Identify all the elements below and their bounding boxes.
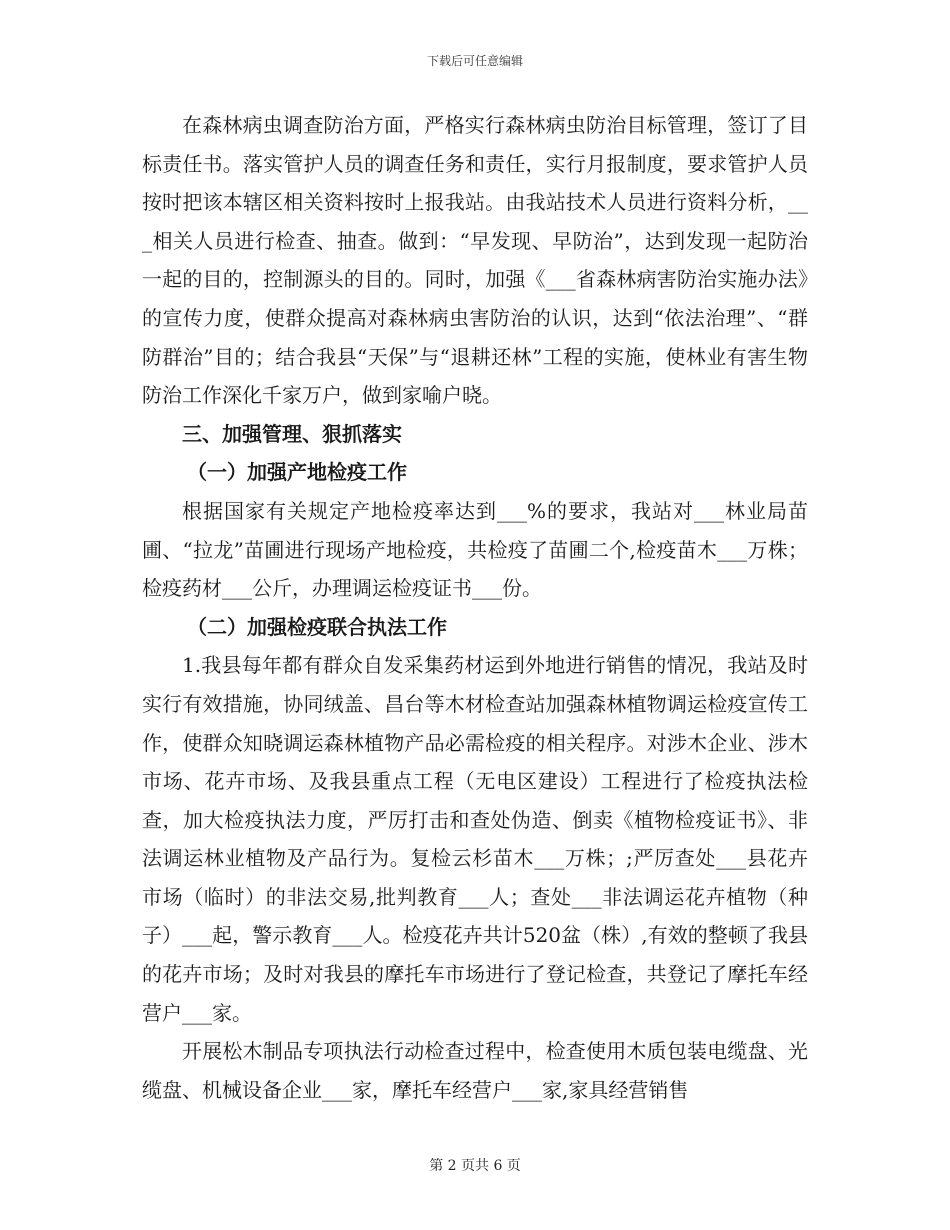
paragraph-joint-enforcement: 1.我县每年都有群众自发采集药材运到外地进行销售的情况，我站及时实行有效措施，协同绒盖、昌台等木材检查站加强森林植物调运检疫宣传工作，使群众知晓调运森林植物产品必需检疫的相关程序。对涉木企业、涉木市场、花卉市场、及我县重点工程（无电区建设）工程进行了检疫执法检查，加大检疫执法力度，严厉打击和查处伪造、倒卖《植物检疫证书》、非法调运林业植物及产品行为。复检云杉苗木___万株；;严厉查处___县花卉市场（临时）的非法交易,批判教育___人；查处___非法调运花卉植物（种子）___起，警示教育___人。检疫花卉共计520盆（株）,有效的整顿了我县的花卉市场；及时对我县的摩托车市场进行了登记检查，共登记了摩托车经营户___家。 bbox=[142, 653, 808, 1025]
subsection-heading-3-2: （二）加强检疫联合执法工作 bbox=[187, 614, 447, 639]
page-header: 下载后可任意编辑 bbox=[426, 54, 523, 68]
document-body bbox=[142, 106, 808, 1109]
section-heading-3: 三、加强管理、狠抓落实 bbox=[182, 421, 402, 446]
subsection-heading-3-1: （一）加强产地检疫工作 bbox=[187, 460, 407, 485]
paragraph-pine-products: 开展松木制品专项执法行动检查过程中，检查使用木质包装电缆盘、光缆盘、机械设备企业___家，摩托车经营户___家,家具经营销售 bbox=[142, 1039, 808, 1102]
page-footer: 第 2 页共 6 页 bbox=[429, 1158, 521, 1174]
paragraph-pest-survey: 在森林病虫调查防治方面，严格实行森林病虫防治目标管理，签订了目标责任书。落实管护人员的调查任务和责任，实行月报制度，要求管护人员按时把该本辖区相关资料按时上报我站。由我站技术人员进行资料分析，___相关人员进行检查、抽查。做到：“早发现、早防治”，达到发现一起防治一起的目的，控制源头的目的。同时，加强《___省森林病害防治实施办法》的宣传力度，使群众提高对森林病虫害防治的认识，达到“依法治理”、“群防群治”目的；结合我县“天保”与“退耕还林”工程的实施，使林业有害生物防治工作深化千家万户，做到家喻户晓。 bbox=[142, 113, 808, 408]
paragraph-origin-quarantine: 根据国家有关规定产地检疫率达到___%的要求，我站对___林业局苗圃、“拉龙”苗圃进行现场产地检疫，共检疫了苗圃二个,检疫苗木___万株；检疫药材___公斤，办理调运检疫证书___份。 bbox=[142, 498, 808, 601]
